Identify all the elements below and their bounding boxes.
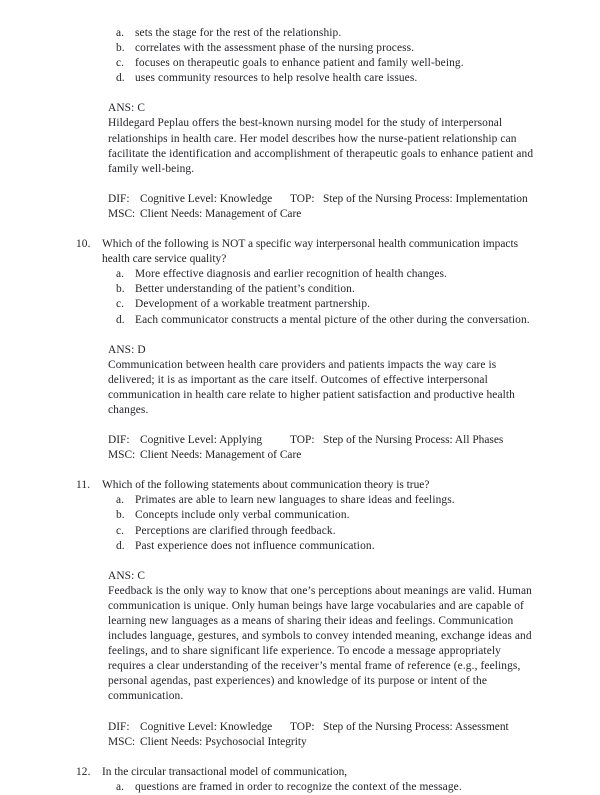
metadata-row-dif [108,433,600,448]
option-letter: a. [116,494,125,507]
spacer [0,750,600,765]
option-letter: b. [116,509,125,522]
dif-label: DIF: [108,434,130,447]
option-letter: b. [116,283,125,296]
msc-label: MSC: [108,449,136,462]
option-text: Each communicator constructs a mental picture of the other during the conversation. [135,313,530,326]
option-text: correlates with the assessment phase of the nursing process. [135,42,415,55]
option-letter: a. [116,780,125,793]
spacer [0,418,600,433]
spacer [0,705,600,720]
metadata-row-msc [108,207,600,222]
dif-label: DIF: [108,720,130,733]
option-text: Primates are able to learn new languages to share ideas and feelings. [135,494,455,507]
list-item [0,297,600,312]
option-text: Perceptions are clarified through feedback. [135,524,336,537]
spacer [0,86,600,101]
top-group [290,433,503,448]
option-text: uses community resources to help resolve health care issues. [135,72,418,85]
question-10 [0,237,600,328]
list-item [0,41,600,56]
top-label: TOP: [290,192,315,205]
option-letter: d. [116,72,125,85]
msc-label: MSC: [108,207,136,220]
option-text: Past experience does not influence communication. [135,539,375,552]
option-letter: c. [116,57,125,70]
spacer [0,463,600,478]
option-letter: c. [116,298,125,311]
list-item [0,282,600,297]
option-letter: a. [116,27,125,39]
options-list [0,780,600,795]
spacer [0,177,600,192]
answer-rationale: Communication between health care providers and patients impacts the way care is delivered; it is as important as the care itself. Outcomes of effective interpersonal communication in health care relate to higher patient satisfaction and productive health changes. [108,358,515,416]
option-letter: b. [116,42,125,55]
option-text: questions are framed in order to recognize the context of the message. [135,780,462,793]
dif-value: Cognitive Level: Knowledge [140,192,273,205]
answer-key: ANS: C [108,569,146,582]
option-text: Better understanding of the patient’s condition. [135,283,355,296]
metadata-block [0,720,600,750]
metadata-block [0,192,600,222]
answer-block [0,101,600,176]
metadata-block [0,433,600,463]
metadata-row-dif [108,192,600,207]
options-list [0,267,600,327]
options-list [0,493,600,553]
question-heading [0,478,600,493]
option-text: sets the stage for the rest of the relationship. [135,27,342,39]
option-letter: d. [116,313,125,326]
question-text: Which of the following is NOT a specific way interpersonal health communication impacts health care service quality? [102,238,519,266]
options-list [0,26,600,86]
spacer [0,222,600,237]
option-text: focuses on therapeutic goals to enhance patient and family well-being. [135,57,464,70]
list-item [0,539,600,554]
dif-label: DIF: [108,192,130,205]
option-text: Development of a workable treatment partnership. [135,298,371,311]
spacer [0,554,600,569]
list-item [0,508,600,523]
question-11 [0,478,600,553]
option-letter: d. [116,539,125,552]
list-item [0,56,600,71]
question-number: 10. [76,238,91,251]
option-letter: c. [116,524,125,537]
spacer [0,328,600,343]
top-group [290,720,509,735]
list-item [0,524,600,539]
dif-value: Cognitive Level: Applying [140,434,263,447]
question-text: In the circular transactional model of communication, [102,765,348,778]
option-text: More effective diagnosis and earlier recognition of health changes. [135,268,448,281]
msc-value: Client Needs: Management of Care [140,207,302,220]
question-heading [0,765,600,780]
question-text: Which of the following statements about communication theory is true? [102,479,430,492]
msc-value: Client Needs: Management of Care [140,449,302,462]
option-text: Concepts include only verbal communication. [135,509,350,522]
metadata-row-dif [108,720,600,735]
answer-block [0,343,600,418]
list-item [0,493,600,508]
answer-key: ANS: D [108,343,146,356]
answer-block [0,569,600,705]
list-item [0,71,600,86]
answer-rationale: Feedback is the only way to know that one’s perceptions about meanings are valid. Human communication is unique. Only human beings have large vocabularies and are capable of learning new languages as a means of sharing their ideas and feelings. Communication includes language, gestures, and symbols to convey intended meaning, exchange ideas and feelings, and to share significant life experience. To encode a message appropriately requires a clear understanding of the receiver’s mental frame of reference (e.g., feelings, personal agendas, past experiences) and knowledge of its purpose or intent of the communication. [108,584,532,703]
answer-rationale: Hildegard Peplau offers the best-known nursing model for the study of interpersonal relationships in health care. Her model describes how the nurse-patient relationship can facilitate the identification and accomplishment of therapeutic goals to enhance patient and family well-being. [108,117,534,175]
top-value: Step of the Nursing Process: Assessment [323,720,509,733]
option-letter: a. [116,268,125,281]
page-content [0,26,600,795]
top-label: TOP: [290,434,315,447]
list-item [0,313,600,328]
answer-key: ANS: C [108,102,146,115]
top-group [290,192,528,207]
top-value: Step of the Nursing Process: All Phases [323,434,504,447]
msc-value: Client Needs: Psychosocial Integrity [140,735,307,748]
top-label: TOP: [290,720,315,733]
list-item [0,26,600,41]
msc-label: MSC: [108,735,136,748]
question-heading [0,237,600,267]
list-item [0,267,600,282]
question-number: 12. [76,765,91,778]
dif-value: Cognitive Level: Knowledge [140,720,273,733]
list-item [0,780,600,795]
metadata-row-msc [108,448,600,463]
question-number: 11. [76,479,91,492]
question-12 [0,765,600,795]
top-value: Step of the Nursing Process: Implementation [323,192,528,205]
metadata-row-msc [108,735,600,750]
